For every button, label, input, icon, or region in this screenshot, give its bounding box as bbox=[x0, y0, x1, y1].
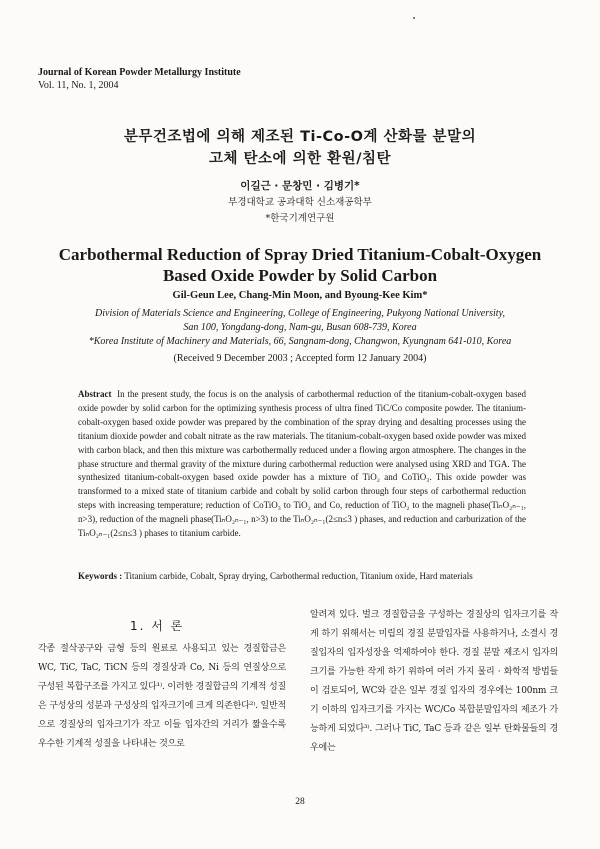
english-affiliation-1a: Division of Materials Science and Engineering, College of Engineering, Pukyong National University, bbox=[95, 308, 505, 319]
body-column-right: 알려져 있다. 벌크 경질합금을 구성하는 경질상의 입자크기를 작게 하기 위해서는 미립의 경질 분말입자를 사용하거나, 소결시 경질입자의 입자성장을 억제하여야 한다. 경질 분말 제조시 입자의 크기를 가능한 작게 하기 위하여 여러 가지 물리 · 화학적 방법들이 검토되어, WC와 같은 일부 경질 입자의 경우에는 100nm 크기 이하의 입자크기를 가지는 WC/Co 복합분말입자의 제조가 가능하게 되었다³⁾. 그러나 TiC, TaC 등과 같은 일부 탄화물들의 경우에는 bbox=[310, 610, 558, 753]
korean-affiliation-2: *한국기계연구원 bbox=[265, 213, 335, 224]
korean-title bbox=[0, 126, 600, 170]
section-heading: 1. 서 론 bbox=[130, 619, 185, 633]
english-affiliation-1b: San 100, Yongdang-dong, Nam-gu, Busan 608-739, Korea bbox=[183, 322, 417, 333]
keywords-label: Keywords : bbox=[78, 571, 123, 581]
korean-title-line1: 분무건조법에 의해 제조된 Ti-Co-O계 산화물 분말의 bbox=[123, 129, 477, 145]
journal-name: Journal of Korean Powder Metallurgy Institute bbox=[38, 67, 241, 78]
keywords-text: Titanium carbide, Cobalt, Spray drying, Carbothermal reduction, Titanium oxide, Hard materials bbox=[124, 571, 473, 581]
english-title-line2: Based Oxide Powder by Solid Carbon bbox=[162, 266, 438, 285]
korean-affiliation-1: 부경대학교 공과대학 신소재공학부 bbox=[228, 197, 372, 208]
page-number: 28 bbox=[295, 797, 305, 807]
english-affiliations bbox=[0, 307, 600, 349]
body-column-left: 각종 절삭공구와 금형 등의 원료로 사용되고 있는 경질합금은 WC, TiC, TaC, TiCN 등의 경질상과 Co, Ni 등의 연질상으로 구성된 복합구조를 가지고 있다¹⁾. 이러한 경질합금의 기계적 성질은 구성상의 성분과 구성상의 입자크기에 크게 의존한다²⁾. 일반적으로 경질상의 입자크기가 작고 이들 입자간의 거리가 짧을수록 우수한 기계적 성질을 나타내는 것으로 bbox=[38, 644, 286, 749]
korean-authors: 이길근 · 문창민 · 김병기* bbox=[240, 180, 360, 192]
abstract-label: Abstract bbox=[78, 389, 112, 399]
korean-title-line2: 고체 탄소에 의한 환원/침탄 bbox=[208, 151, 392, 167]
journal-header bbox=[38, 66, 241, 92]
keywords bbox=[78, 571, 538, 581]
abstract-text: In the present study, the focus is on the analysis of carbothermal reduction of the titanium-cobalt-oxygen based oxide powder by solid carbon for the optimizing synthesis process of ultra fined TiC/Co composite powder. The titanium-cobalt-oxygen based oxide powder was prepared by the combination of the spray drying and desalting processes using the titanium dioxide powder and cobalt nitrate as the raw materials. The titanium-cobalt-oxygen based oxide powder was mixed with carbon black, and then this mixture was carbothermally reduced under a flowing argon atmosphere. The changes in the phase structure and thermal gravity of the mixture during carbothermal reduction were analysed using XRD and TGA. The synthesized titanium-cobalt-oxygen based oxide powder has a mixture of TiO₂ and CoTiO₃. This oxide powder was transformed to a mixed state of titanium carbide and cobalt by solid carbon through four steps of carbothermal reduction steps with increasing temperature; reduction of CoTiO₃ to TiO₂ and Co, reduction of TiO₂ to the magneli phase(TiₙO₂ₙ₋₁, n>3), reduction of the magneli phase(TiₙO₂ₙ₋₁, n>3) to the TiₙO₂ₙ₋₁(2≤n≤3 ) phases, and reduction and carburization of the TiₙO₂ₙ₋₁(2≤n≤3 ) phases to titanium carbide. bbox=[78, 389, 527, 539]
abstract bbox=[78, 388, 526, 541]
korean-affiliations bbox=[0, 195, 600, 227]
scan-speck bbox=[413, 17, 415, 19]
english-title-line1: Carbothermal Reduction of Spray Dried Titanium-Cobalt-Oxygen bbox=[58, 245, 542, 264]
english-title bbox=[0, 244, 600, 286]
journal-volume: Vol. 11, No. 1, 2004 bbox=[38, 80, 119, 91]
received-dates: (Received 9 December 2003 ; Accepted form 12 January 2004) bbox=[173, 353, 427, 364]
english-authors: Gil-Geun Lee, Chang-Min Moon, and Byoung-Kee Kim* bbox=[172, 290, 428, 301]
english-affiliation-2: *Korea Institute of Machinery and Materials, 66, Sangnam-dong, Changwon, Kyungnam 641-010, Korea bbox=[88, 336, 512, 347]
